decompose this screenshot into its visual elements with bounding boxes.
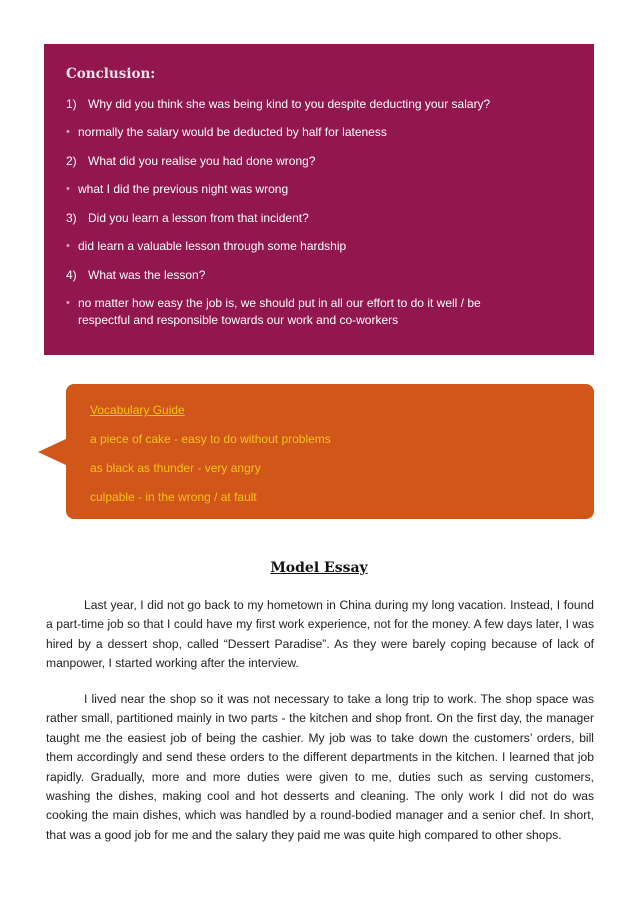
conclusion-question xyxy=(66,153,572,169)
conclusion-answer xyxy=(66,124,572,141)
vocabulary-entry: as black as thunder - very angry xyxy=(90,461,261,475)
bullet-icon: • xyxy=(66,240,70,252)
bullet-icon: • xyxy=(66,297,70,309)
question-text: What did you realise you had done wrong? xyxy=(88,154,316,168)
conclusion-answer xyxy=(66,295,572,329)
answer-text: did learn a valuable lesson through some hardship xyxy=(78,239,347,253)
bullet-icon: • xyxy=(66,183,70,195)
vocabulary-title: Vocabulary Guide xyxy=(90,403,185,417)
question-number: 3) xyxy=(66,211,77,225)
conclusion-question xyxy=(66,96,572,112)
question-number: 1) xyxy=(66,97,77,111)
conclusion-box xyxy=(44,44,594,355)
conclusion-answer xyxy=(66,238,572,255)
question-text: What was the lesson? xyxy=(88,268,206,282)
essay-paragraph: I lived near the shop so it was not necessary to take a long trip to work. The shop space was rather small, partitioned mainly in two parts - the kitchen and shop front. On the first day, the manager taught me the easiest job of being the cashier. My job was to take down the customers’ orders, bill them accordingly and send these orders to the different departments in the kitchen. I learned that job rapidly. Gradually, more and more duties were given to me, duties such as serving customers, washing the dishes, making cool and hot desserts and cleaning. The only work I did not do was cooking the main dishes, which was handled by a round-bodied manager and a senior chef. In short, that was a good job for me and the salary they paid me was quite high compared to other shops. xyxy=(46,692,594,842)
essay-title: Model Essay xyxy=(270,560,368,576)
question-number: 2) xyxy=(66,154,77,168)
question-text: Why did you think she was being kind to you despite deducting your salary? xyxy=(88,97,491,111)
vocabulary-entry: a piece of cake - easy to do without problems xyxy=(90,432,331,446)
conclusion-answer xyxy=(66,181,572,198)
vocabulary-box xyxy=(66,384,594,519)
question-text: Did you learn a lesson from that incident? xyxy=(88,211,309,225)
vocabulary-callout xyxy=(38,384,594,519)
conclusion-title: Conclusion: xyxy=(66,66,156,82)
essay-paragraph: Last year, I did not go back to my hometown in China during my long vacation. Instead, I found a part-time job so that I could have my first work experience, not for the money. A few days later, I was hired by a dessert shop, called “Dessert Paradise”. As they were barely coping because of lack of manpower, I started working after the interview. xyxy=(46,598,594,671)
answer-text: what I did the previous night was wrong xyxy=(78,182,289,196)
answer-text: no matter how easy the job is, we should put in all our effort to do it well / be respectful and responsible towards our work and co-workers xyxy=(78,296,481,327)
conclusion-question xyxy=(66,267,572,283)
answer-text: normally the salary would be deducted by half for lateness xyxy=(78,125,387,139)
vocabulary-entry: culpable - in the wrong / at fault xyxy=(90,490,257,504)
conclusion-question xyxy=(66,210,572,226)
bullet-icon: • xyxy=(66,126,70,138)
question-number: 4) xyxy=(66,268,77,282)
callout-pointer-icon xyxy=(38,438,68,466)
